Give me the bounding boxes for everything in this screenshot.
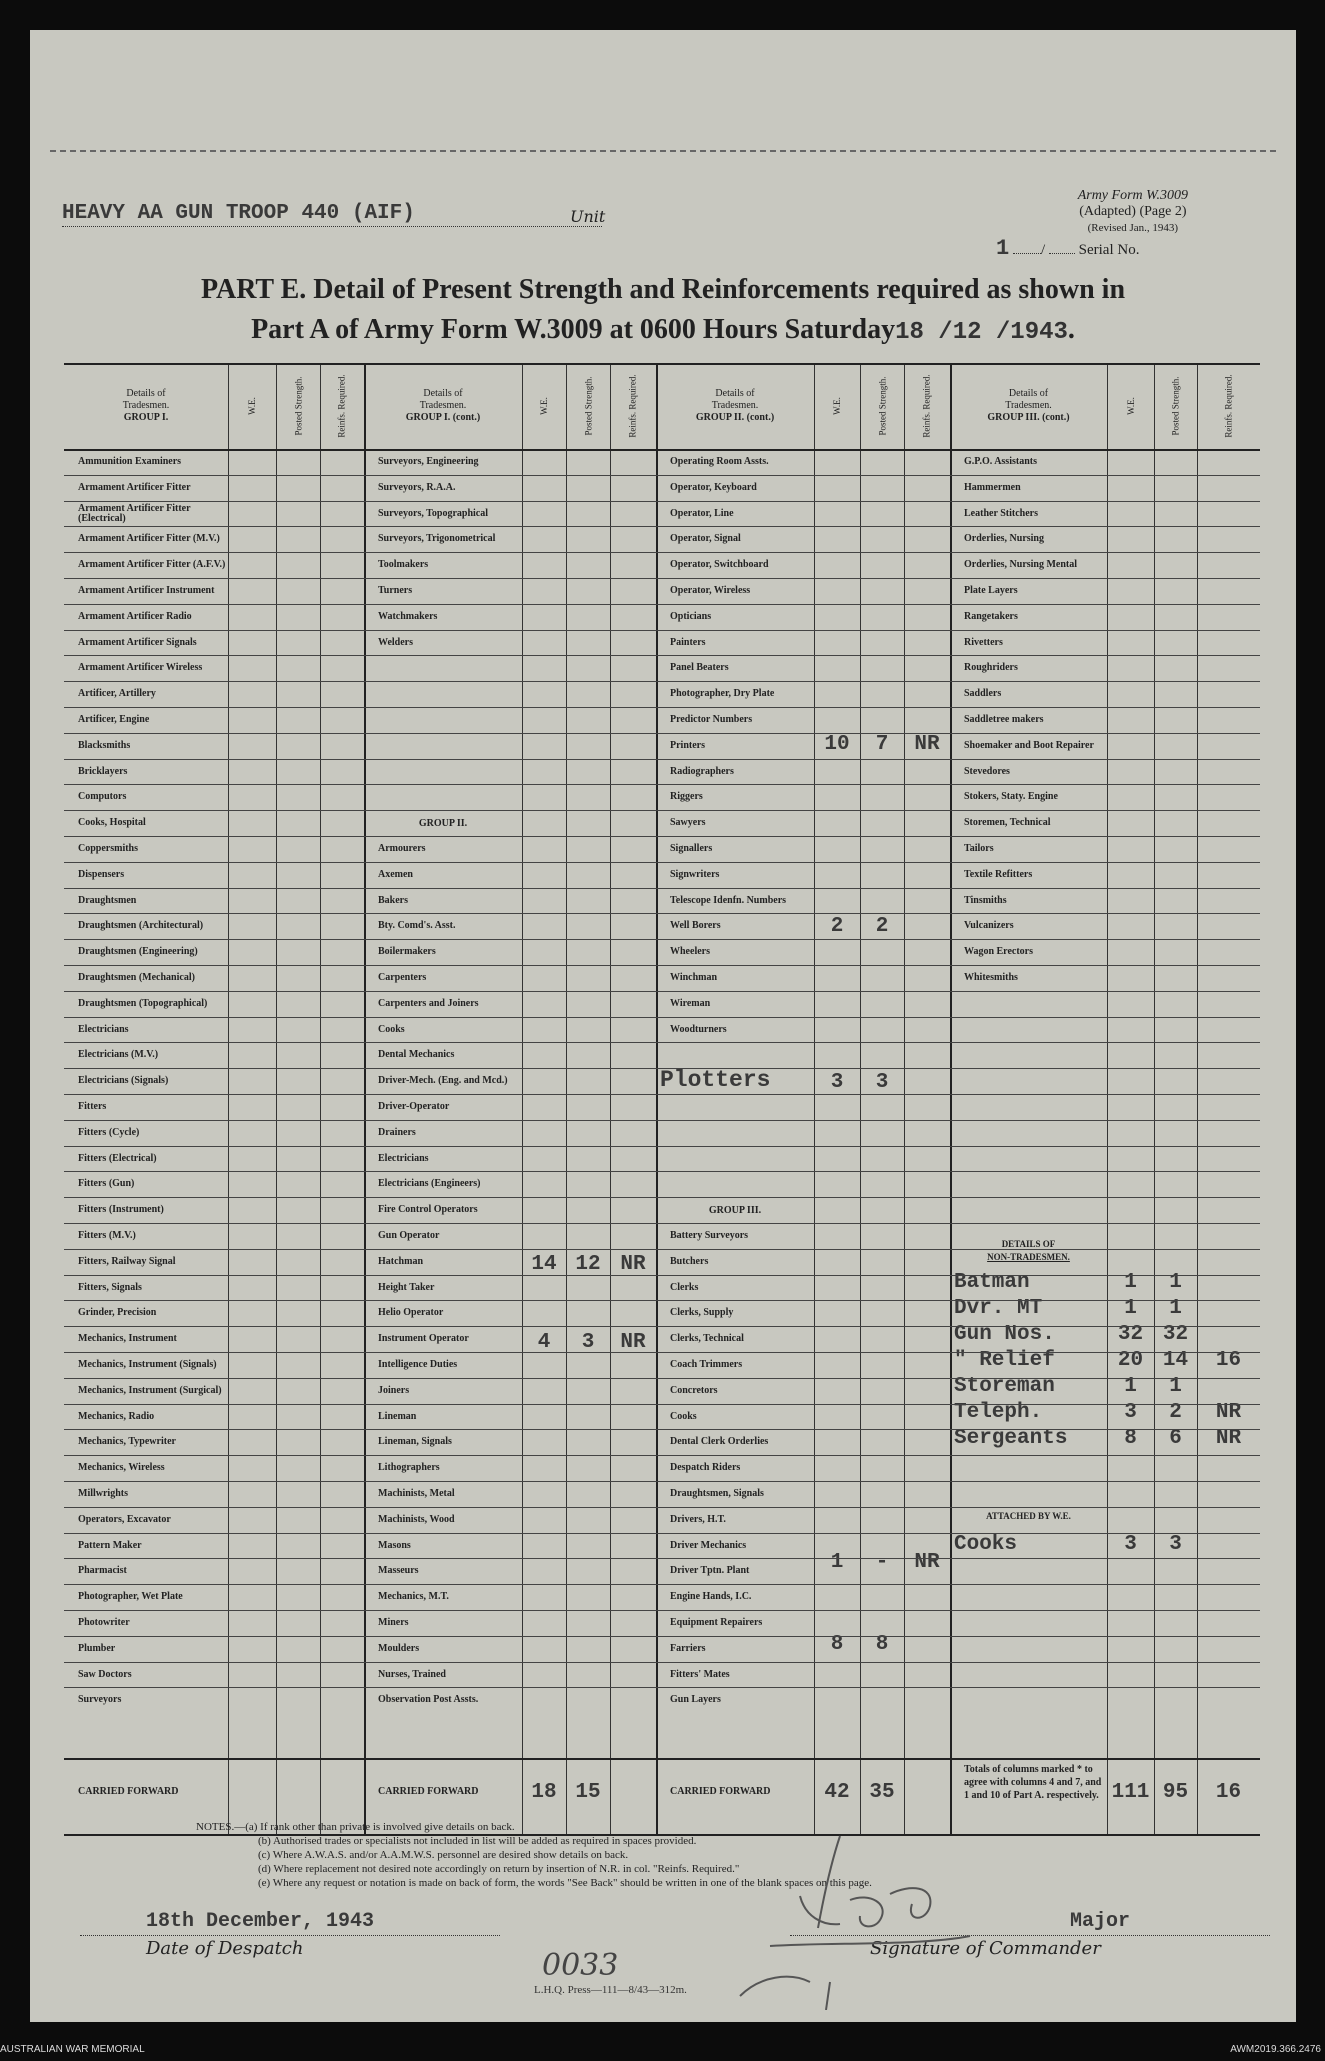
trade-row-label: Signwriters xyxy=(670,869,720,880)
trade-row-label: Surveyors, R.A.A. xyxy=(378,482,456,493)
non-tradesmen-heading2: NON-TRADESMEN. xyxy=(987,1252,1070,1262)
title-line1: PART E. Detail of Present Strength and Reinforcements required as shown in xyxy=(200,274,1126,305)
trade-row-label: Operator, Keyboard xyxy=(670,482,757,493)
fire-control-we: 14 xyxy=(531,1252,557,1276)
trade-row-label: Armament Artificer Fitter (Electrical) xyxy=(78,503,191,524)
trade-row-label: Coppersmiths xyxy=(78,843,139,854)
caption-left: AUSTRALIAN WAR MEMORIAL xyxy=(0,2044,145,2055)
note-c: (c) Where A.W.A.S. and/or A.A.M.W.S. personnel are desired show details on back. xyxy=(258,1849,629,1861)
trade-row-label: Fitters, Signals xyxy=(78,1282,142,1293)
trade-row-label: Cooks xyxy=(378,1024,405,1035)
trade-row-label: Mechanics, Wireless xyxy=(78,1462,165,1473)
strength-table xyxy=(64,363,1260,1836)
trade-row-label: Predictor Numbers xyxy=(670,714,753,725)
trade-row-label: Winchman xyxy=(670,972,718,983)
non-tradesman-we: 1 xyxy=(1124,1270,1137,1294)
trade-row-label: Armament Artificer Fitter xyxy=(78,482,191,493)
trade-row-label: Operators, Excavator xyxy=(78,1514,171,1525)
header-reinfs: Reinfs. Required. xyxy=(337,374,347,438)
typed-plotters: Plotters xyxy=(660,1067,771,1093)
trade-row-label: Intelligence Duties xyxy=(378,1359,458,1370)
trade-row-label: Mechanics, Radio xyxy=(78,1411,155,1422)
non-tradesman-reinfs xyxy=(1197,1295,1260,1321)
trade-row-label: Fitters (Cycle) xyxy=(78,1127,140,1138)
attached-we: 3 xyxy=(1124,1532,1137,1556)
plotters-we: 3 xyxy=(830,1070,844,1094)
trade-row-label: GROUP II. xyxy=(418,817,468,829)
carried-forward-label: CARRIED FORWARD xyxy=(378,1786,479,1797)
non-tradesman-we: 32 xyxy=(1117,1322,1144,1346)
non-tradesman-posted: 1 xyxy=(1169,1270,1182,1294)
fire-control-reinfs: NR xyxy=(620,1252,646,1276)
header-we: W.E. xyxy=(831,397,842,415)
trade-row-label: Toolmakers xyxy=(378,559,429,570)
trade-row-label: Armament Artificer Fitter (A.F.V.) xyxy=(78,559,226,570)
trade-row-label: Fitters (Electrical) xyxy=(78,1153,157,1164)
trade-row-label: Nurses, Trained xyxy=(378,1669,446,1680)
trade-row-label: Saddlers xyxy=(964,688,1002,699)
trade-row-label: Watchmakers xyxy=(378,611,438,622)
date-label: Date of Despatch xyxy=(146,1938,304,1959)
non-tradesman-name: Sergeants xyxy=(954,1426,1068,1450)
trade-row-label: Joiners xyxy=(378,1385,410,1396)
header-group3-cont: Details of Tradesmen. GROUP III. (cont.) xyxy=(987,388,1070,423)
non-tradesman-we: 8 xyxy=(1124,1426,1137,1450)
trade-row-label: Textile Refitters xyxy=(964,869,1033,880)
trade-row-label: Painters xyxy=(670,637,706,648)
trade-row-label: Masseurs xyxy=(378,1565,419,1576)
page-title xyxy=(30,270,1296,353)
unit-name: HEAVY AA GUN TROOP 440 (AIF) xyxy=(62,202,415,225)
telescope-we: 2 xyxy=(830,914,844,938)
trade-row-label: Artificer, Artillery xyxy=(78,688,156,699)
non-tradesman-posted: 6 xyxy=(1169,1426,1182,1450)
trade-row-label: Blacksmiths xyxy=(78,740,131,751)
non-tradesman-reinfs: NR xyxy=(1215,1426,1242,1450)
gun-layers-posted: 8 xyxy=(875,1632,889,1656)
engine-hands-reinfs: NR xyxy=(914,1550,940,1574)
trade-row-label: Gun Layers xyxy=(670,1694,721,1705)
non-tradesman-posted: 14 xyxy=(1162,1348,1189,1372)
trade-row-label: Driver-Mech. (Eng. and Mcd.) xyxy=(378,1075,508,1086)
trade-row-label: Machinists, Metal xyxy=(378,1488,455,1499)
trade-row-label: Artificer, Engine xyxy=(78,714,150,725)
trade-row-label: Rangetakers xyxy=(964,611,1018,622)
trade-row-label: Signallers xyxy=(670,843,713,854)
non-tradesman-name: Dvr. MT xyxy=(954,1296,1043,1320)
serial-slash: / xyxy=(1040,242,1046,258)
trade-row-label: Draughtsmen (Engineering) xyxy=(78,946,198,957)
non-tradesman-reinfs xyxy=(1197,1269,1260,1295)
trade-row-label: Draughtsmen (Mechanical) xyxy=(78,972,195,983)
trade-row-label: Mechanics, Instrument (Signals) xyxy=(78,1359,217,1370)
attached-posted: 3 xyxy=(1169,1532,1182,1556)
note-a: NOTES.—(a) If rank other than private is involved give details on back. xyxy=(196,1821,515,1833)
perforation-line xyxy=(50,150,1276,152)
trade-row-label: Vulcanizers xyxy=(964,920,1014,931)
trade-row-label: Boilermakers xyxy=(378,946,436,957)
trade-row-label: Fitters, Railway Signal xyxy=(78,1256,176,1267)
trade-row-label: Dental Clerk Orderlies xyxy=(670,1436,769,1447)
trade-row-label: Despatch Riders xyxy=(670,1462,741,1473)
trade-row-label: Mechanics, Instrument xyxy=(78,1333,177,1344)
trade-row-label: Machinists, Wood xyxy=(378,1514,455,1525)
trade-row-label: Leather Stitchers xyxy=(964,508,1038,519)
trade-row-label: Armament Artificer Radio xyxy=(78,611,192,622)
title-line2: Part A of Army Form W.3009 at 0600 Hours Saturday18 /12 /1943. xyxy=(251,314,1075,346)
trade-row-label: GROUP III. xyxy=(708,1204,762,1216)
trade-row-label: Lithographers xyxy=(378,1462,440,1473)
trade-row-label: Operating Room Assts. xyxy=(670,456,769,467)
trade-row-label: Drivers, H.T. xyxy=(670,1514,726,1525)
trade-row-label: Mechanics, M.T. xyxy=(378,1591,449,1602)
note-e: (e) Where any request or notation is made on back of form, the words "See Back" should be written in one of the blank spaces on this page. xyxy=(258,1877,872,1889)
trade-row-label: Farriers xyxy=(670,1643,706,1654)
non-tradesman-posted: 1 xyxy=(1169,1374,1182,1398)
trade-row-label: Driver Tptn. Plant xyxy=(670,1565,750,1576)
non-tradesman-reinfs xyxy=(1197,1373,1260,1399)
trade-row-label: Saddletree makers xyxy=(964,714,1044,725)
trade-row-label: Cooks xyxy=(670,1411,697,1422)
trade-row-label: Pharmacist xyxy=(78,1565,127,1576)
trade-row-label: Draughtsmen, Signals xyxy=(670,1488,764,1499)
trade-row-label: Operator, Line xyxy=(670,508,734,519)
trade-row-label: Driver Mechanics xyxy=(670,1540,747,1551)
trade-row-label: Stokers, Staty. Engine xyxy=(964,791,1058,802)
trade-row-label: Instrument Operator xyxy=(378,1333,469,1344)
trade-row-label: Engine Hands, I.C. xyxy=(670,1591,752,1602)
trade-row-label: Carpenters and Joiners xyxy=(378,998,479,1009)
trade-row-label: Height Taker xyxy=(378,1282,435,1293)
fire-control-posted: 12 xyxy=(575,1252,601,1276)
trade-row-label: Welders xyxy=(378,637,413,648)
trade-row-label: Photographer, Wet Plate xyxy=(78,1591,183,1602)
trade-row-label: Draughtsmen xyxy=(78,895,137,906)
press-mark: L.H.Q. Press—111—8/43—312m. xyxy=(534,1984,687,1996)
form-revised: (Revised Jan., 1943) xyxy=(1087,222,1179,234)
trade-row-label: Coach Trimmers xyxy=(670,1359,743,1370)
trade-row-label: Stevedores xyxy=(964,766,1010,777)
trade-row-label: Gun Operator xyxy=(378,1230,440,1241)
note-b: (b) Authorised trades or specialists not included in list will be added as required in spaces provided. xyxy=(258,1835,697,1847)
trade-row-label: Telescope Idenfn. Numbers xyxy=(670,895,787,906)
trade-row-label: Hatchman xyxy=(378,1256,423,1267)
trade-row-label: Cooks, Hospital xyxy=(78,817,146,828)
trade-row-label: Roughriders xyxy=(964,662,1018,673)
trade-row-label: Saw Doctors xyxy=(78,1669,132,1680)
trade-row-label: Tailors xyxy=(964,843,994,854)
header-posted: Posted Strength. xyxy=(293,376,304,436)
trade-row-label: Shoemaker and Boot Repairer xyxy=(964,740,1094,751)
predictor-we: 10 xyxy=(824,732,850,756)
trade-row-label: Armament Artificer Fitter (M.V.) xyxy=(78,533,220,544)
cf-g2-posted: 35 xyxy=(869,1780,895,1804)
trade-row-label: Plumber xyxy=(78,1643,116,1654)
trade-row-label: Fitters (Gun) xyxy=(78,1178,135,1189)
header-we: W.E. xyxy=(246,397,257,415)
non-tradesman-we: 3 xyxy=(1124,1400,1137,1424)
trade-row-label: Clerks, Technical xyxy=(670,1333,744,1344)
trade-row-label: Pattern Maker xyxy=(78,1540,142,1551)
header-posted: Posted Strength. xyxy=(877,376,888,436)
gun-layers-we: 8 xyxy=(830,1632,844,1656)
trade-row-label: Observation Post Assts. xyxy=(378,1694,479,1705)
trade-row-label: Draughtsmen (Topographical) xyxy=(78,998,208,1009)
trade-row-label: Fitters xyxy=(78,1101,107,1112)
cf-g2-we: 42 xyxy=(824,1780,850,1804)
header-we: W.E. xyxy=(538,397,549,415)
signature-label: Signature of Commander xyxy=(870,1938,1101,1959)
cf-g1-we: 18 xyxy=(531,1780,557,1804)
non-tradesman-name: Gun Nos. xyxy=(954,1322,1055,1346)
non-tradesman-name: Storeman xyxy=(954,1374,1055,1398)
trade-row-label: Wheelers xyxy=(670,946,710,957)
header-reinfs: Reinfs. Required. xyxy=(922,374,932,438)
serial-label: Serial No. xyxy=(1078,242,1140,258)
cf-g1-posted: 15 xyxy=(575,1780,601,1804)
title-date: 18 /12 /1943 xyxy=(895,319,1068,346)
trade-row-label: Computors xyxy=(78,791,127,802)
trade-row-label: Fitters' Mates xyxy=(670,1669,730,1680)
non-tradesman-posted: 1 xyxy=(1169,1296,1182,1320)
trade-row-label: Bty. Comd's. Asst. xyxy=(378,920,456,931)
trade-row-label: Fitters (M.V.) xyxy=(78,1230,136,1241)
trade-row-label: Turners xyxy=(378,585,413,596)
trade-row-label: Moulders xyxy=(378,1643,420,1654)
trade-row-label: Electricians (M.V.) xyxy=(78,1049,159,1060)
non-tradesman-name: Batman xyxy=(954,1270,1030,1294)
trade-row-label: Drainers xyxy=(378,1127,416,1138)
trade-row-label: Masons xyxy=(378,1540,411,1551)
serial-number xyxy=(996,236,1274,261)
totals-reinfs: 16 xyxy=(1215,1780,1242,1804)
trade-row-label: Woodturners xyxy=(670,1024,727,1035)
despatch-date: 18th December, 1943 xyxy=(146,1910,375,1933)
trade-row-label: Draughtsmen (Architectural) xyxy=(78,920,204,931)
trade-row-label: Dental Mechanics xyxy=(378,1049,455,1060)
commander-rank: Major xyxy=(1070,1910,1131,1933)
trade-row-label: Armament Artificer Signals xyxy=(78,637,197,648)
trade-row-label: Armament Artificer Instrument xyxy=(78,585,215,596)
form-adapted: (Adapted) (Page 2) xyxy=(1079,204,1187,219)
carried-forward-label: CARRIED FORWARD xyxy=(78,1786,179,1797)
non-tradesman-posted: 32 xyxy=(1162,1322,1189,1346)
totals-posted: 95 xyxy=(1162,1780,1189,1804)
header-posted: Posted Strength. xyxy=(1170,376,1181,436)
trade-row-label: Wagon Erectors xyxy=(964,946,1033,957)
trade-row-label: Battery Surveyors xyxy=(670,1230,749,1241)
unit-label: Unit xyxy=(570,207,606,226)
trade-row-label: Dispensers xyxy=(78,869,125,880)
trade-row-label: Grinder, Precision xyxy=(78,1307,157,1318)
non-tradesman-we: 20 xyxy=(1117,1348,1144,1372)
trade-row-label: Electricians (Engineers) xyxy=(378,1178,481,1189)
trade-row-label: Clerks, Supply xyxy=(670,1307,734,1318)
predictor-posted: 7 xyxy=(875,732,889,756)
trade-row-label: Hammermen xyxy=(964,482,1021,493)
trade-row-label: Plate Layers xyxy=(964,585,1018,596)
trade-row-label: Riggers xyxy=(670,791,703,802)
header-group1: Details of Tradesmen. GROUP I. xyxy=(122,388,170,423)
stamp-number: 0033 xyxy=(542,1948,619,1983)
trade-row-label: Surveyors, Engineering xyxy=(378,456,479,467)
header-reinfs: Reinfs. Required. xyxy=(628,374,638,438)
trade-row-label: Surveyors, Topographical xyxy=(378,508,489,519)
trade-row-label: Tinsmiths xyxy=(964,895,1007,906)
header-group1-cont: Details of Tradesmen. GROUP I. (cont.) xyxy=(405,388,481,423)
trade-row-label: Bricklayers xyxy=(78,766,128,777)
caption-right: AWM2019.366.2476 xyxy=(1230,2044,1321,2055)
form-title: Army Form W.3009 xyxy=(1077,188,1188,203)
trade-row-label: Electricians xyxy=(378,1153,429,1164)
trade-row-label: Bakers xyxy=(378,895,408,906)
trade-row-label: Lineman xyxy=(378,1411,417,1422)
trade-row-label: Electricians xyxy=(78,1024,129,1035)
trade-row-label: Orderlies, Nursing xyxy=(964,533,1044,544)
unit-underline xyxy=(62,226,602,227)
engine-hands-posted: - xyxy=(875,1550,889,1574)
engine-hands-we: 1 xyxy=(830,1550,844,1574)
trade-row-label: Lineman, Signals xyxy=(378,1436,452,1447)
form-paper xyxy=(30,30,1296,2022)
non-tradesman-we: 1 xyxy=(1124,1296,1137,1320)
attached-heading: ATTACHED BY W.E. xyxy=(986,1511,1071,1521)
trade-row-label: Equipment Repairers xyxy=(670,1617,763,1628)
trade-row-label: Panel Beaters xyxy=(670,662,729,673)
trade-row-label: Armament Artificer Wireless xyxy=(78,662,203,673)
trade-row-label: Surveyors xyxy=(78,1694,122,1705)
height-taker-reinfs: NR xyxy=(620,1330,646,1354)
trade-row-label: Sawyers xyxy=(670,817,706,828)
header-we: W.E. xyxy=(1125,397,1136,415)
trade-row-label: Mechanics, Instrument (Surgical) xyxy=(78,1385,222,1396)
telescope-posted: 2 xyxy=(875,914,889,938)
trade-row-label: Opticians xyxy=(670,611,712,622)
date-underline xyxy=(80,1935,500,1936)
serial-value: 1 xyxy=(996,236,1010,261)
note-d: (d) Where replacement not desired note accordingly on return by insertion of N.R. in col. "Reinfs. Required." xyxy=(258,1863,740,1875)
trade-row-label: Millwrights xyxy=(78,1488,128,1499)
trade-row-label: Surveyors, Trigonometrical xyxy=(378,533,496,544)
trade-row-label: Axemen xyxy=(378,869,413,880)
trade-row-label: Orderlies, Nursing Mental xyxy=(964,559,1078,570)
trade-row-label: Mechanics, Typewriter xyxy=(78,1436,176,1447)
trade-row-label: Operator, Switchboard xyxy=(670,559,769,570)
plotters-posted: 3 xyxy=(875,1070,889,1094)
trade-row-label: Rivetters xyxy=(964,637,1003,648)
trade-row-label: Wireman xyxy=(670,998,711,1009)
trade-row-label: Butchers xyxy=(670,1256,709,1267)
trade-row-label: Ammunition Examiners xyxy=(78,456,182,467)
trade-row-label: Radiographers xyxy=(670,766,734,777)
height-taker-posted: 3 xyxy=(581,1330,595,1354)
trade-row-label: Fire Control Operators xyxy=(378,1204,478,1215)
non-tradesman-name: Teleph. xyxy=(954,1400,1043,1424)
header-posted: Posted Strength. xyxy=(583,376,594,436)
trade-row-label: Operator, Wireless xyxy=(670,585,751,596)
header-reinfs: Reinfs. Required. xyxy=(1223,374,1234,438)
trade-row-label: Driver-Operator xyxy=(378,1101,450,1112)
non-tradesman-reinfs: NR xyxy=(1215,1400,1242,1424)
carried-forward-label: CARRIED FORWARD xyxy=(670,1786,771,1797)
trade-row-label: Well Borers xyxy=(670,920,721,931)
trade-row-label: Storemen, Technical xyxy=(964,817,1051,828)
trade-row-label: Photographer, Dry Plate xyxy=(670,688,775,699)
trade-row-label: Helio Operator xyxy=(378,1307,444,1318)
trade-row-label: Carpenters xyxy=(378,972,427,983)
header-group2-cont: Details of Tradesmen. GROUP II. (cont.) xyxy=(695,388,775,423)
totals-we: 111 xyxy=(1111,1780,1150,1804)
non-tradesman-reinfs: 16 xyxy=(1215,1348,1242,1372)
trade-row-label: G.P.O. Assistants xyxy=(964,456,1037,467)
non-tradesmen-heading1: DETAILS OF xyxy=(1001,1239,1056,1249)
height-taker-we: 4 xyxy=(537,1330,551,1354)
form-info xyxy=(1078,188,1188,236)
trade-row-label: Miners xyxy=(378,1617,409,1628)
trade-row-label: Electricians (Signals) xyxy=(78,1075,169,1086)
non-tradesman-reinfs xyxy=(1197,1321,1260,1347)
trade-row-label: Whitesmiths xyxy=(964,972,1018,983)
trade-row-label: Operator, Signal xyxy=(670,533,741,544)
non-tradesman-posted: 2 xyxy=(1169,1400,1182,1424)
trade-row-label: Armourers xyxy=(378,843,426,854)
trade-row-label: Clerks xyxy=(670,1282,699,1293)
totals-text: Totals of columns marked * to agree with columns 4 and 7, and 1 and 10 of Part A. respectively. xyxy=(964,1764,1102,1801)
non-tradesman-name: " Relief xyxy=(954,1348,1055,1372)
trade-row-label: Printers xyxy=(670,740,705,751)
signature xyxy=(590,1796,1110,2010)
trade-row-label: Photowriter xyxy=(78,1617,130,1628)
non-tradesman-we: 1 xyxy=(1124,1374,1137,1398)
trade-row-label: Concretors xyxy=(670,1385,718,1396)
attached-name: Cooks xyxy=(954,1532,1018,1556)
predictor-reinfs: NR xyxy=(914,732,940,756)
trade-row-label: Fitters (Instrument) xyxy=(78,1204,164,1215)
